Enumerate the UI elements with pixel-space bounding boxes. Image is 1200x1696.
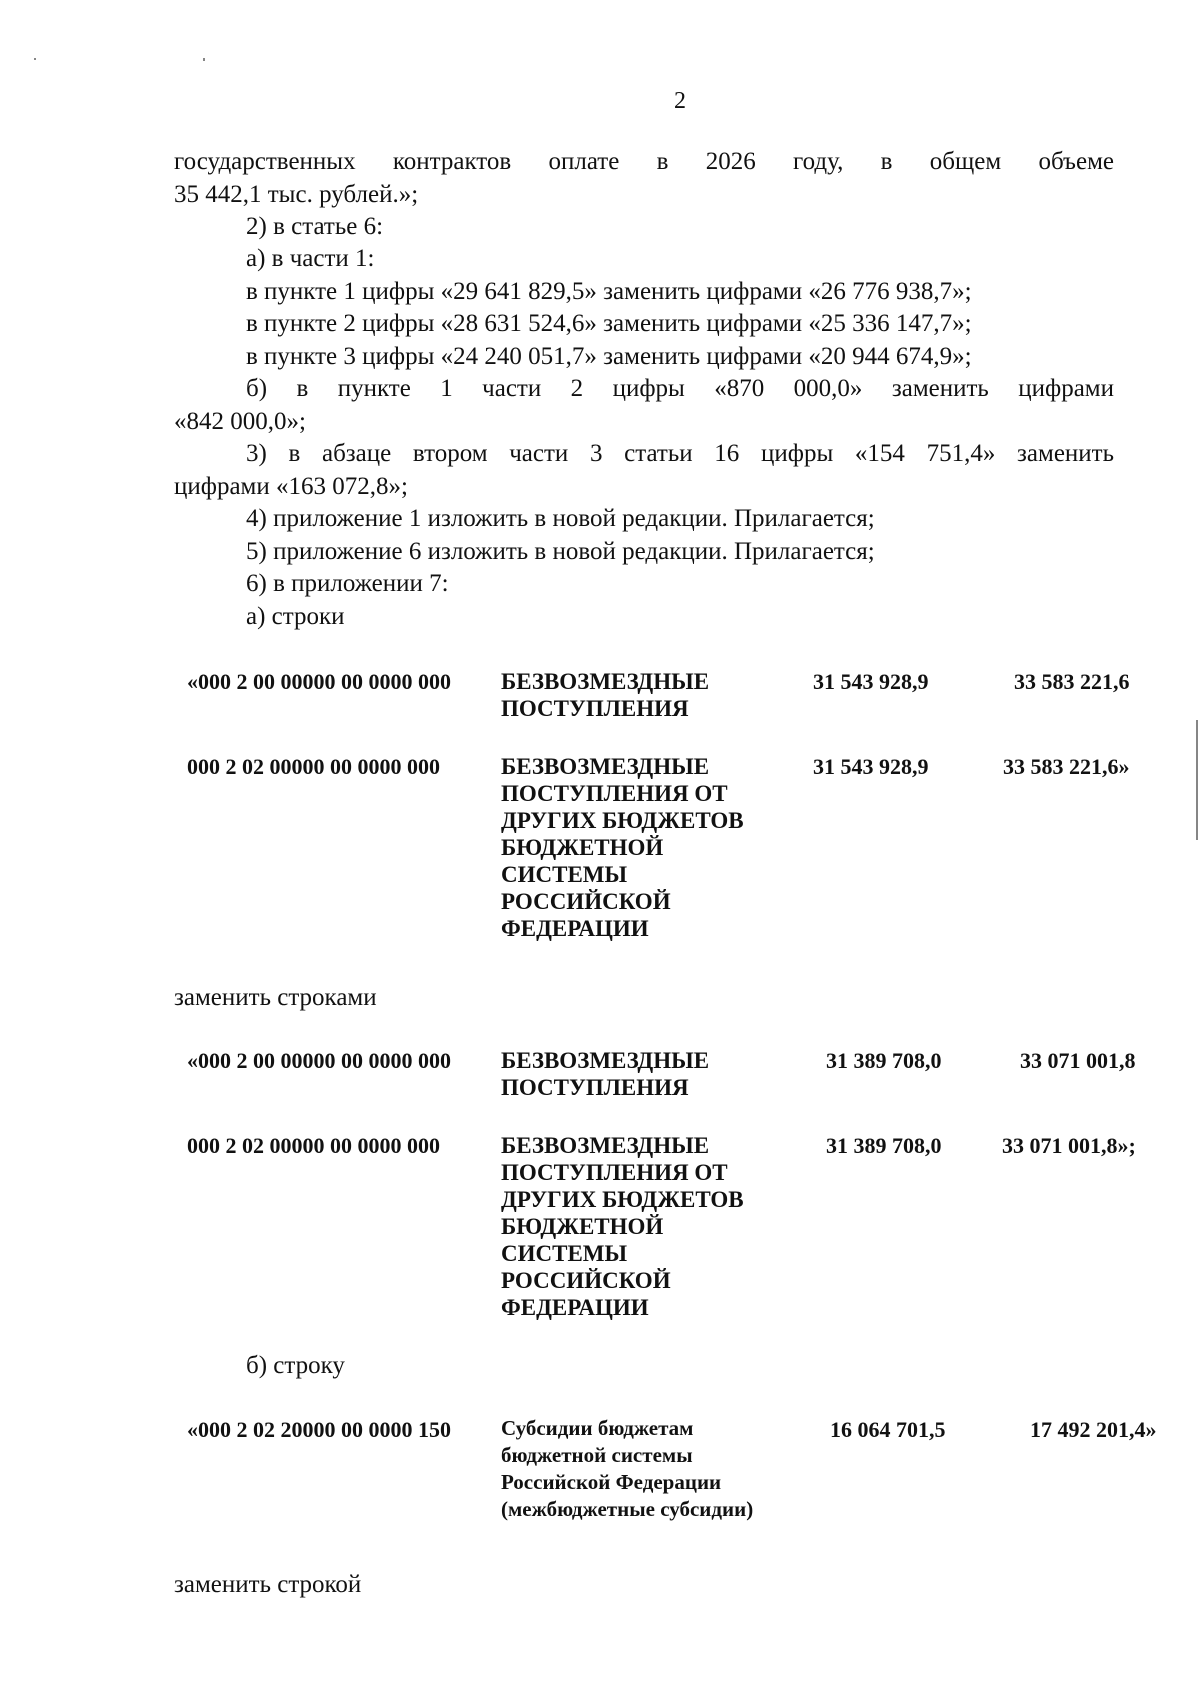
scan-dust bbox=[203, 58, 205, 61]
paragraph-line: 3) в абзаце втором части 3 статьи 16 цифры «154 751,4» заменить bbox=[246, 440, 1114, 467]
budget-code: 000 2 02 00000 00 0000 000 bbox=[187, 1133, 440, 1158]
paragraph-line: государственных контрактов оплате в 2026 году, в общем объеме bbox=[174, 148, 1114, 175]
paragraph-contracts bbox=[174, 146, 1114, 211]
budget-item-name: БЕЗВОЗМЕЗДНЫЕ ПОСТУПЛЕНИЯ ОТ ДРУГИХ БЮДЖЕТОВ БЮДЖЕТНОЙ СИСТЕМЫ РОССИЙСКОЙ ФЕДЕРАЦИИ bbox=[501, 754, 744, 941]
value-year-2: 17 492 201,4» bbox=[1030, 1417, 1157, 1442]
budget-item-name: БЕЗВОЗМЕЗДНЫЕ ПОСТУПЛЕНИЯ ОТ ДРУГИХ БЮДЖЕТОВ БЮДЖЕТНОЙ СИСТЕМЫ РОССИЙСКОЙ ФЕДЕРАЦИИ bbox=[501, 1133, 744, 1320]
value-year-2: 33 583 221,6 bbox=[1014, 669, 1130, 694]
paragraph-part-2 bbox=[174, 373, 1114, 438]
paragraph-line: б) в пункте 1 части 2 цифры «870 000,0» заменить цифрами bbox=[246, 375, 1114, 402]
paragraph-appendix-6: 5) приложение 6 изложить в новой редакции. Прилагается; bbox=[246, 538, 875, 565]
replace-rows-label: заменить строками bbox=[174, 984, 377, 1011]
paragraph-article-16 bbox=[174, 438, 1114, 503]
budget-item-name: БЕЗВОЗМЕЗДНЫЕ ПОСТУПЛЕНИЯ bbox=[501, 669, 710, 721]
value-year-1: 16 064 701,5 bbox=[830, 1417, 946, 1442]
replace-row-label: заменить строкой bbox=[174, 1571, 362, 1598]
budget-item-name: Субсидии бюджетам бюджетной системы Российской Федерации (межбюджетные субсидии) bbox=[501, 1416, 754, 1521]
paragraph-article-6: 2) в статье 6: bbox=[246, 213, 384, 240]
budget-code: 000 2 02 00000 00 0000 000 bbox=[187, 754, 440, 779]
budget-item-name: БЕЗВОЗМЕЗДНЫЕ ПОСТУПЛЕНИЯ bbox=[501, 1048, 710, 1100]
paragraph-line: «842 000,0»; bbox=[174, 407, 306, 435]
scan-edge-mark bbox=[1196, 720, 1198, 840]
paragraph-item-1: в пункте 1 цифры «29 641 829,5» заменить цифрами «26 776 938,7»; bbox=[246, 278, 972, 305]
paragraph-rows-label: а) строки bbox=[246, 603, 345, 630]
paragraph-line: цифрами «163 072,8»; bbox=[174, 472, 408, 500]
page-number: 2 bbox=[674, 88, 686, 114]
paragraph-appendix-7: 6) в приложении 7: bbox=[246, 570, 449, 597]
paragraph-item-3: в пункте 3 цифры «24 240 051,7» заменить цифрами «20 944 674,9»; bbox=[246, 343, 972, 370]
value-year-1: 31 543 928,9 bbox=[813, 754, 929, 779]
value-year-1: 31 389 708,0 bbox=[826, 1133, 942, 1158]
value-year-2: 33 583 221,6» bbox=[1003, 754, 1130, 779]
paragraph-item-2: в пункте 2 цифры «28 631 524,6» заменить цифрами «25 336 147,7»; bbox=[246, 310, 972, 337]
value-year-1: 31 543 928,9 bbox=[813, 669, 929, 694]
value-year-2: 33 071 001,8 bbox=[1020, 1048, 1136, 1073]
paragraph-part-1: а) в части 1: bbox=[246, 245, 375, 272]
single-row-label: б) строку bbox=[246, 1352, 345, 1379]
scan-dust bbox=[34, 58, 36, 60]
value-year-2: 33 071 001,8»; bbox=[1002, 1133, 1136, 1158]
budget-code: «000 2 00 00000 00 0000 000 bbox=[187, 1048, 451, 1073]
paragraph-line: 35 442,1 тыс. рублей.»; bbox=[174, 180, 419, 208]
budget-code: «000 2 02 20000 00 0000 150 bbox=[187, 1417, 451, 1442]
value-year-1: 31 389 708,0 bbox=[826, 1048, 942, 1073]
paragraph-appendix-1: 4) приложение 1 изложить в новой редакции. Прилагается; bbox=[246, 505, 875, 532]
budget-code: «000 2 00 00000 00 0000 000 bbox=[187, 669, 451, 694]
